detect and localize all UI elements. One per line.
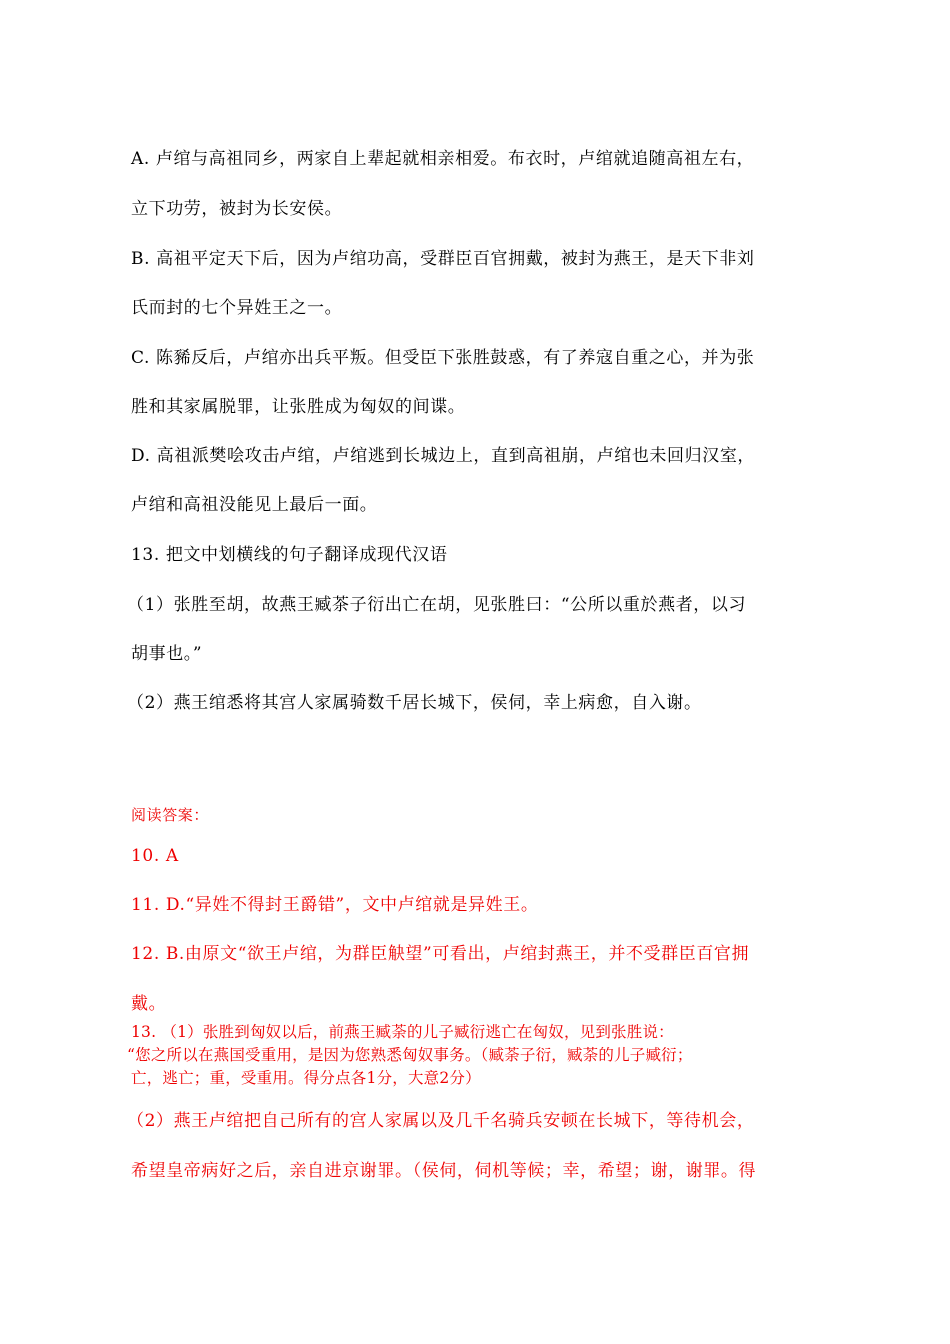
answer-13-2-line-1: （2）燕王卢绾把自己所有的宫人家属以及几千名骑兵安顿在长城下，等待机会，: [127, 1111, 755, 1131]
option-a-line-1: A. 卢绾与高祖同乡，两家自上辈起就相亲相爱。布衣时，卢绾就追随高祖左右，: [131, 149, 755, 169]
option-a-line-2: 立下功劳，被封为长安侯。: [131, 199, 343, 219]
answer-10: 10. A: [131, 846, 179, 866]
answer-12-line-2: 戴。: [131, 994, 167, 1014]
answer-13-line-1: 13. （1）张胜到匈奴以后，前燕王臧荼的儿子臧衍逃亡在匈奴，见到张胜说：: [131, 1023, 674, 1041]
option-d-line-1: D. 高祖派樊哙攻击卢绾，卢绾逃到长城边上，直到高祖崩，卢绾也未回归汉室，: [131, 446, 756, 466]
option-d-line-2: 卢绾和高祖没能见上最后一面。: [131, 495, 378, 515]
answer-13-2-line-2: 希望皇帝病好之后，亲自进京谢罪。（侯伺，伺机等候；幸，希望；谢，谢罪。得: [131, 1161, 757, 1181]
question-13-title: 13. 把文中划横线的句子翻译成现代汉语: [131, 545, 448, 565]
question-13-sentence-1-line-1: （1）张胜至胡，故燕王臧茶子衍出亡在胡，见张胜曰：“公所以重於燕者，以习: [127, 595, 747, 615]
answers-heading: 阅读答案：: [131, 806, 210, 824]
option-c-line-1: C. 陈豨反后，卢绾亦出兵平叛。但受臣下张胜鼓惑，有了养寇自重之心，并为张: [131, 348, 755, 368]
question-13-sentence-1-line-2: 胡事也。”: [131, 644, 203, 664]
answer-13-line-3: 亡，逃亡；重，受重用。得分点各1分，大意2分）: [131, 1069, 481, 1087]
option-b-line-2: 氏而封的七个异姓王之一。: [131, 298, 343, 318]
answer-12-line-1: 12. B.由原文“欲王卢绾，为群臣觖望”可看出，卢绾封燕王，并不受群臣百官拥: [131, 944, 750, 964]
answer-13-line-2: “您之所以在燕国受重用，是因为您熟悉匈奴事务。（臧荼子衍，臧荼的儿子臧衍；: [127, 1046, 693, 1064]
answer-11: 11. D.“异姓不得封王爵错”，文中卢绾就是异姓王。: [131, 895, 539, 915]
option-c-line-2: 胜和其家属脱罪，让张胜成为匈奴的间谍。: [131, 397, 466, 417]
question-13-sentence-2: （2）燕王绾悉将其宫人家属骑数千居长城下，侯伺，幸上病愈，自入谢。: [127, 693, 702, 713]
option-b-line-1: B. 高祖平定天下后，因为卢绾功高，受群臣百官拥戴，被封为燕王，是天下非刘: [131, 249, 755, 269]
